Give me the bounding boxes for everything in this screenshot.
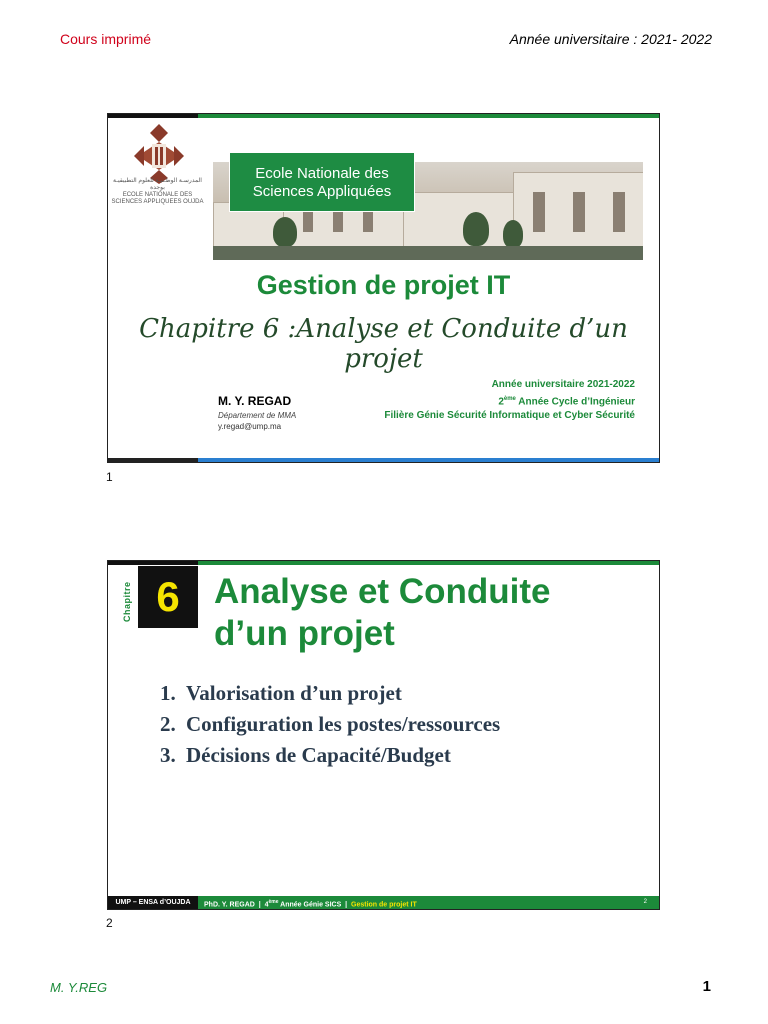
list-item <box>160 681 500 712</box>
list-item-text: Valorisation d’un projet <box>186 681 402 705</box>
list-item-number: 3. <box>160 743 176 767</box>
chapter-title-line1: Analyse et Conduite <box>214 572 551 611</box>
author-email: y.regad@ump.ma <box>218 422 282 431</box>
school-name-box <box>229 152 415 212</box>
school-name-line2: Sciences Appliquées <box>252 183 392 200</box>
slide-footer-bar <box>108 896 659 909</box>
slide-top-bar-dark <box>108 561 198 565</box>
slide-top-bar-dark <box>108 114 198 118</box>
list-item-text: Configuration les postes/ressources <box>186 712 501 736</box>
footer-author-initials: M. Y.REG <box>50 980 108 995</box>
program-filiere: Filière Génie Sécurité Informatique et Cyber Sécurité <box>384 410 635 422</box>
list-item <box>160 712 500 743</box>
list-item <box>160 743 500 774</box>
logo-arabic-text: المدرسـة الوطـنيـة للعلوم التطبيقيـة بوجدة <box>113 178 202 191</box>
chapter-title <box>214 571 654 655</box>
program-info <box>384 378 635 423</box>
footer-year-rest: Année Génie SICS <box>278 901 342 909</box>
footer-separator: | <box>345 901 348 909</box>
header-academic-year: Année universitaire : 2021- 2022 <box>509 31 712 47</box>
footer-page-number: 2 <box>643 899 647 905</box>
footer-year-sup: ème <box>268 899 279 905</box>
school-name-line1: Ecole Nationale des <box>255 165 389 182</box>
author-name: M. Y. REGAD <box>218 394 292 408</box>
footer-page-number: 1 <box>702 978 711 995</box>
program-cycle: 2ème Année Cycle d’Ingénieur <box>498 396 635 408</box>
footer-year-prefix: 4 <box>264 901 269 909</box>
slide-number-1: 1 <box>106 470 113 484</box>
logo-caption <box>110 178 205 206</box>
author-department: Département de MMA <box>218 411 297 420</box>
chapter-number-box: 6 <box>138 566 198 628</box>
list-item-text: Décisions de Capacité/Budget <box>186 743 451 767</box>
footer-school: UMP – ENSA d’OUJDA <box>108 896 198 909</box>
logo-latin-text: ECOLE NATIONALE DES SCIENCES APPLIQUEES OUJDA <box>111 192 204 205</box>
slide-top-bar-green <box>198 114 659 118</box>
footer-separator: | <box>258 901 261 909</box>
slide-2 <box>107 560 660 910</box>
footer-author: PhD. Y. REGAD <box>204 901 255 909</box>
program-year: Année universitaire 2021-2022 <box>491 379 635 390</box>
chapter-title-line2: d’un projet <box>214 614 395 653</box>
chapter-subtitle: Chapitre 6 :Analyse et Conduite d’un projet <box>139 314 628 374</box>
footer-course: Gestion de projet IT <box>351 901 417 909</box>
chapter-vertical-label: Chapitre <box>122 581 132 623</box>
list-item-number: 2. <box>160 712 176 736</box>
header-course-label: Cours imprimé <box>60 31 152 47</box>
slide-bottom-bar-blue <box>198 458 659 462</box>
list-item-number: 1. <box>160 681 176 705</box>
slide-number-2: 2 <box>106 916 113 930</box>
chapter-outline-list <box>160 681 500 774</box>
footer-details <box>204 896 417 910</box>
slide-1 <box>107 113 660 463</box>
slide-top-bar-green <box>198 561 659 565</box>
course-title: Gestion de projet IT <box>256 270 511 300</box>
slide-bottom-bar-dark <box>108 458 198 462</box>
